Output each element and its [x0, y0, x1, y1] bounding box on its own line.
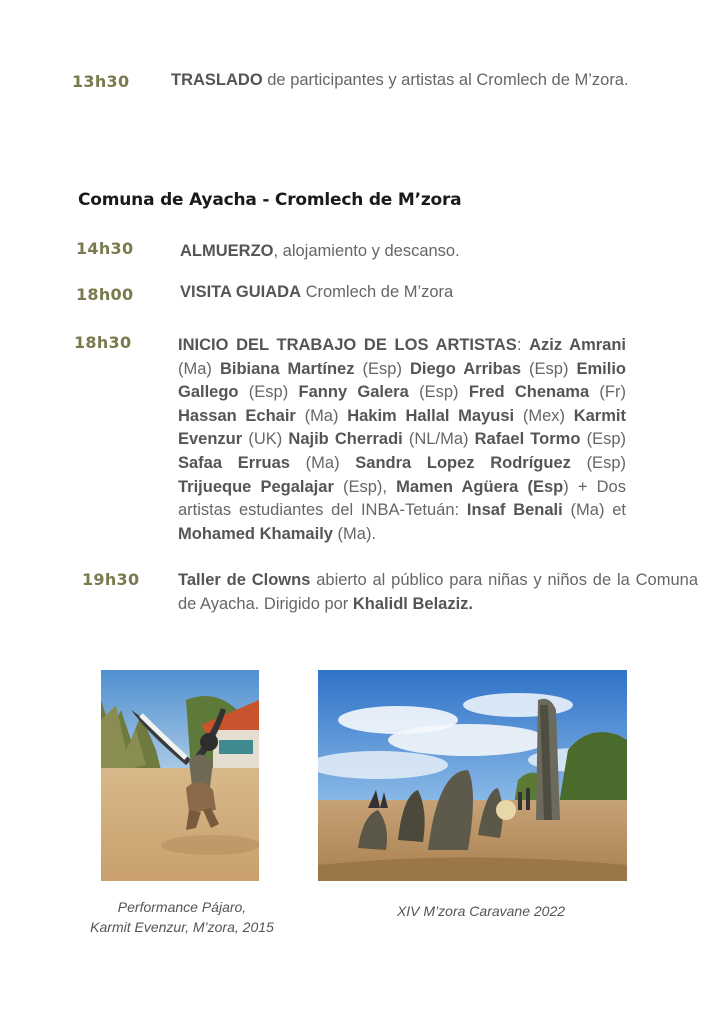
artist-origin: (Mex) [514, 406, 574, 425]
artist-name: Karmit Evenzur [178, 406, 626, 449]
entry-inicio-bold: INICIO DEL TRABAJO DE LOS ARTISTAS [178, 336, 517, 354]
caption-cromlech: XIV M’zora Caravane 2022 [396, 903, 566, 919]
artist-origin: (Ma) [290, 453, 356, 472]
entry-inicio [178, 334, 626, 546]
artist-origin: (Esp) [570, 453, 626, 472]
time-18h00: 18h00 [76, 285, 134, 304]
artist-name: Trijueque Pegalajar [178, 477, 334, 496]
entry-almuerzo [180, 240, 660, 264]
artist-name: Najib Cherradi [288, 430, 403, 449]
artist-name-last: Mamen Agüera (Esp [396, 477, 564, 496]
entry-clowns-bold: Taller de Clowns [178, 571, 311, 589]
student-origin-1: (Ma) et [562, 501, 626, 520]
artist-name: Hassan Echair [178, 406, 296, 425]
artist-list [178, 336, 626, 496]
entry-traslado [171, 69, 641, 93]
artist-origin: (Esp) [580, 430, 626, 449]
student-origin-2: (Ma). [332, 524, 377, 543]
entry-almuerzo-text: , alojamiento y descanso. [273, 242, 460, 260]
artist-name: Sandra Lopez Rodríguez [355, 453, 571, 472]
artist-origin: (Ma) [295, 406, 348, 425]
entry-inicio-sep: : [516, 336, 530, 354]
artist-name: Fred Chenama [468, 383, 590, 402]
entry-visita-text: Cromlech de M’zora [301, 283, 454, 301]
entry-visita [180, 281, 660, 305]
entry-almuerzo-bold: ALMUERZO [180, 242, 274, 260]
artist-origin: (Esp) [521, 359, 577, 378]
time-14h30: 14h30 [76, 239, 134, 258]
entry-visita-bold: VISITA GUIADA [180, 283, 302, 301]
section-title: Comuna de Ayacha - Cromlech de M’zora [78, 190, 462, 210]
artist-origin: (NL/Ma) [402, 430, 475, 449]
photo-cromlech [318, 670, 627, 881]
artist-origin: (UK) [242, 430, 289, 449]
artist-origin: (Ma) [178, 359, 220, 378]
students-text: ) + Dos artistas estudiantes del INBA-Tetuán: [178, 477, 626, 520]
time-13h30: 13h30 [72, 72, 130, 91]
caption-performance-line1: Performance Pájaro, [117, 899, 247, 915]
artist-origin: (Esp), [333, 477, 397, 496]
artist-origin: (Esp) [408, 383, 469, 402]
entry-traslado-bold: TRASLADO [171, 71, 263, 89]
time-18h30: 18h30 [74, 333, 132, 352]
artist-origin: (Fr) [589, 383, 626, 402]
entry-clowns-bold2: Khalidl Belaziz. [352, 594, 473, 613]
artist-name: Emilio Gallego [178, 359, 627, 402]
artist-name: Aziz Amrani [529, 336, 627, 354]
entry-clowns [178, 569, 698, 616]
artist-name: Fanny Galera [298, 383, 409, 402]
artist-origin: (Esp) [238, 383, 299, 402]
artist-name: Bibiana Martínez [219, 359, 355, 378]
entry-traslado-text: de participantes y artistas al Cromlech de M’zora. [262, 71, 629, 89]
time-19h30: 19h30 [82, 570, 140, 589]
photo-performance [101, 670, 259, 881]
artist-name: Diego Arribas [409, 359, 522, 378]
student-name-1: Insaf Benali [466, 501, 563, 520]
artist-origin: (Esp) [354, 359, 410, 378]
artist-name: Safaa Erruas [178, 453, 290, 472]
artist-name: Rafael Tormo [474, 430, 581, 449]
caption-performance [60, 897, 304, 937]
caption-performance-line2: Karmit Evenzur, M’zora, 2015 [90, 919, 274, 935]
student-name-2: Mohamed Khamaily [178, 524, 333, 543]
entry-clowns-text: abierto al público para niñas y niños de la Comuna de Ayacha. Dirigido por [178, 571, 699, 613]
artist-name: Hakim Hallal Mayusi [347, 406, 515, 425]
